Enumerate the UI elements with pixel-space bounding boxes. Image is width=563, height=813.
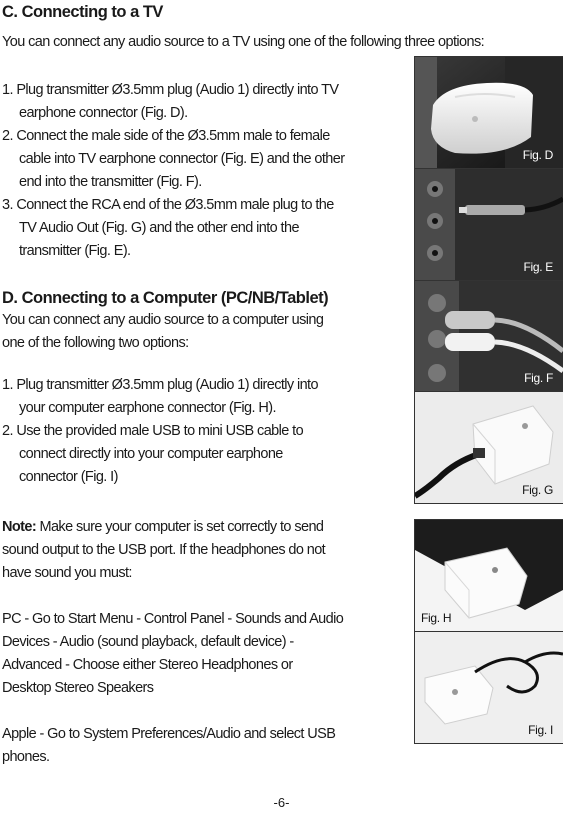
note-pc-line: Advanced - Choose either Stereo Headphones or [2,657,293,673]
note-line: have sound you must: [2,565,132,581]
note-label: Note: [2,519,37,535]
figure-h-photo [414,519,563,632]
figure-d-caption: Fig. D [522,148,553,162]
list-item-line: 2. Connect the male side of the Ø3.5mm male to female [2,128,330,144]
list-item-line: 2. Use the provided male USB to mini USB cable to [2,423,304,439]
intro-line: one of the following two options: [2,335,189,351]
list-item-line: your computer earphone connector (Fig. H). [19,400,276,416]
list-item-line: TV Audio Out (Fig. G) and the other end into the [19,220,299,236]
list-item-line: transmitter (Fig. E). [19,243,131,259]
figure-h-caption: Fig. H [421,611,452,625]
figure-g-photo [414,391,563,504]
section-d-intro [2,309,392,355]
section-c-heading: C. Connecting to a TV [2,3,163,21]
note-pc-line: PC - Go to Start Menu - Control Panel - Sounds and Audio [2,611,344,627]
section-c-intro: You can connect any audio source to a TV using one of the following three options: [2,34,485,50]
list-item-line: 1. Plug transmitter Ø3.5mm plug (Audio 1) directly into TV [2,82,339,98]
list-item-line: 3. Connect the RCA end of the Ø3.5mm male plug to the [2,197,334,213]
figure-e-photo [414,168,563,281]
note-first-line-rest: Make sure your computer is set correctly to send [36,519,324,535]
list-item-line: earphone connector (Fig. D). [19,105,188,121]
figure-e-caption: Fig. E [523,260,553,274]
page-number: -6- [273,795,290,810]
figure-f-caption: Fig. F [524,371,553,385]
section-c-list [2,79,392,263]
intro-line: You can connect any audio source to a computer using [2,312,324,328]
section-d-list [2,374,392,489]
note-pc-line: Devices - Audio (sound playback, default device) - [2,634,294,650]
note-block [2,516,392,769]
note-apple-line: phones. [2,749,50,765]
figure-i-caption: Fig. I [528,723,553,737]
note-pc-line: Desktop Stereo Speakers [2,680,154,696]
spacer [2,585,392,608]
section-d-heading: D. Connecting to a Computer (PC/NB/Tablet) [2,289,329,307]
note-line: sound output to the USB port. If the headphones do not [2,542,326,558]
figure-d-photo [414,56,563,169]
list-item-line: connector (Fig. I) [19,469,118,485]
list-item-line: connect directly into your computer earphone [19,446,283,462]
figure-g-caption: Fig. G [522,483,553,497]
figure-f-photo [414,280,563,392]
spacer [2,700,392,723]
note-apple-line: Apple - Go to System Preferences/Audio and select USB [2,726,336,742]
list-item-line: cable into TV earphone connector (Fig. E) and the other [19,151,345,167]
figure-i-photo [414,631,563,744]
note-first-line [2,516,392,539]
list-item-line: end into the transmitter (Fig. F). [19,174,202,190]
list-item-line: 1. Plug transmitter Ø3.5mm plug (Audio 1) directly into [2,377,318,393]
